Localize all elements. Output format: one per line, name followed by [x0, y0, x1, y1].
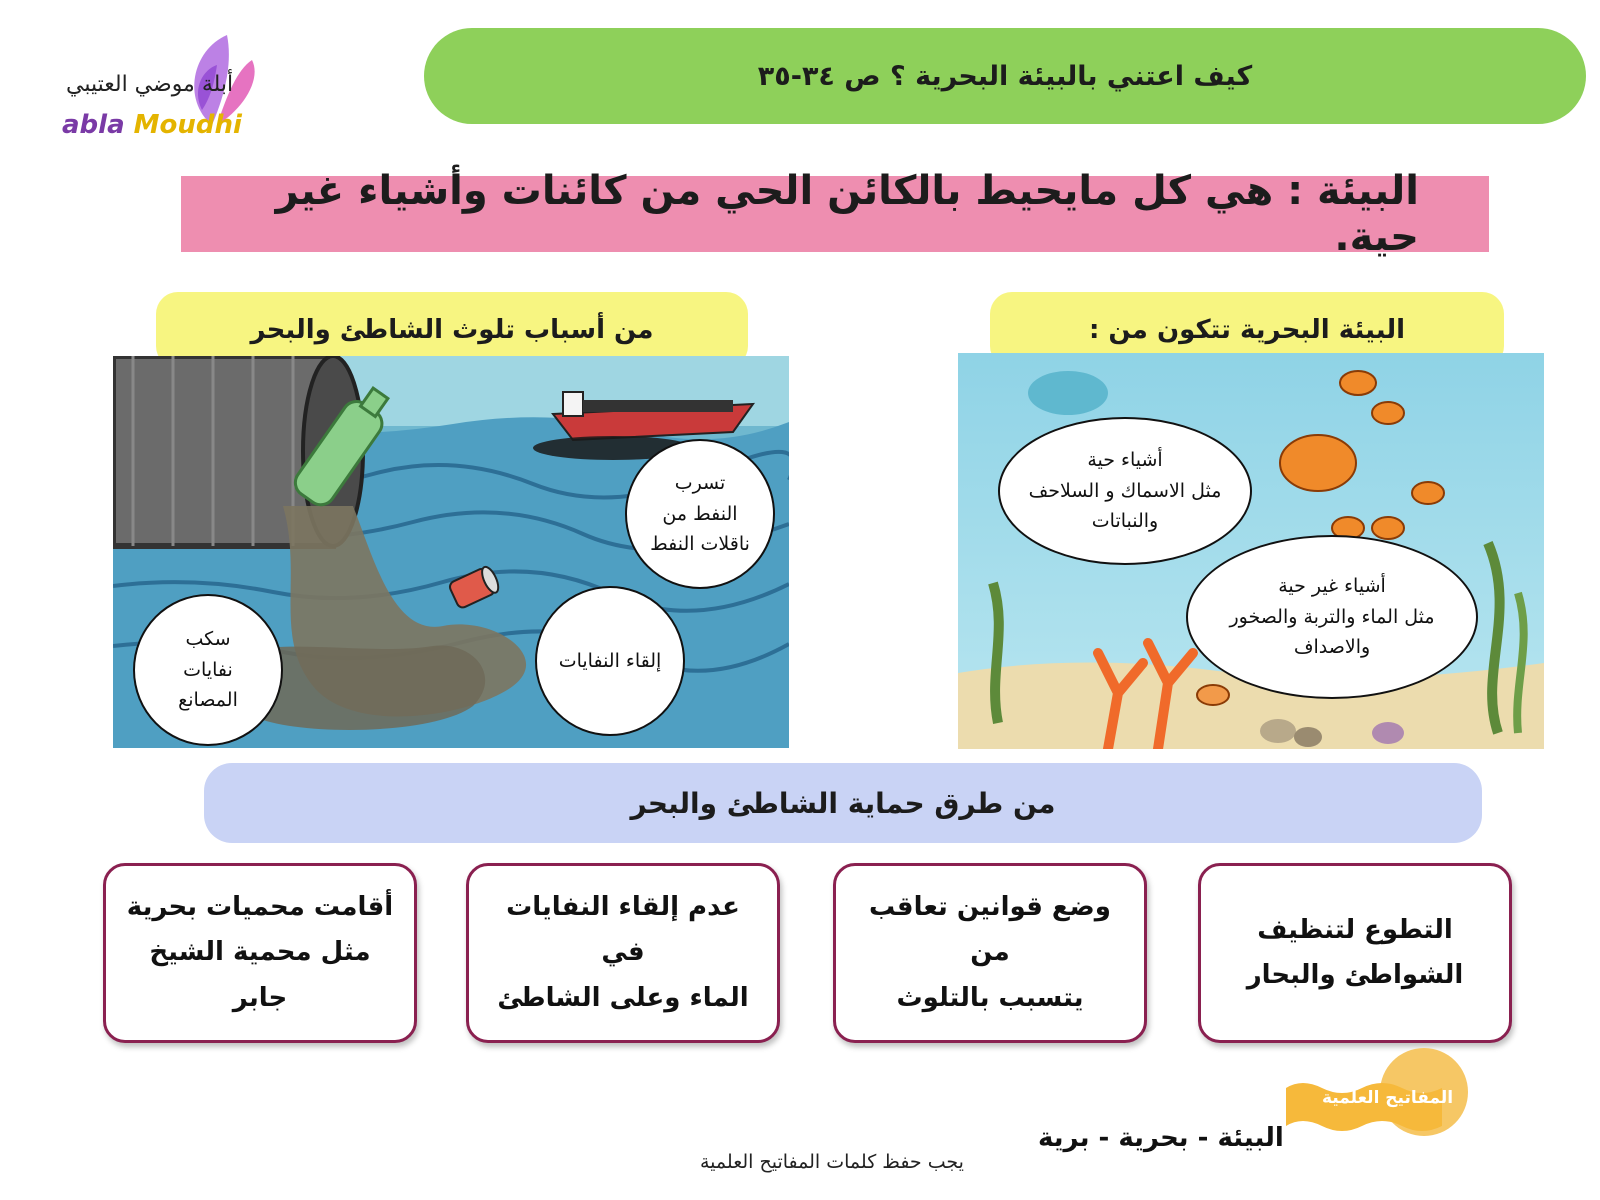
- pollution-causes-label: من أسباب تلوث الشاطئ والبحر: [156, 292, 748, 368]
- cause-factory-waste: سكب نفايات المصانع: [133, 594, 283, 746]
- marine-environment-label: البيئة البحرية تتكون من :: [990, 292, 1504, 368]
- lesson-title: كيف اعتني بالبيئة البحرية ؟ ص ٣٤-٣٥: [424, 28, 1586, 124]
- memorize-note: يجب حفظ كلمات المفاتيح العلمية: [700, 1151, 964, 1173]
- environment-definition: البيئة : هي كل مايحيط بالكائن الحي من كائنات وأشياء غير حية.: [181, 176, 1489, 252]
- protection-card-no-littering: عدم إلقاء النفايات في الماء وعلى الشاطئ: [466, 863, 780, 1043]
- pollution-illustration: [113, 356, 789, 748]
- logo: [62, 28, 262, 148]
- protection-card-volunteering: التطوع لتنظيف الشواطئ والبحار: [1198, 863, 1512, 1043]
- protection-card-laws: وضع قوانين تعاقب من يتسبب بالتلوث: [833, 863, 1147, 1043]
- nonliving-things-bubble: أشياء غير حية مثل الماء والتربة والصخور والاصداف: [1186, 535, 1478, 699]
- protection-methods-label: من طرق حماية الشاطئ والبحر: [204, 763, 1482, 843]
- marine-illustration: [958, 353, 1544, 749]
- living-things-bubble: أشياء حية مثل الاسماك و السلاحف والنباتات: [998, 417, 1252, 565]
- cause-throwing-waste: إلقاء النفايات: [535, 586, 685, 736]
- scientific-keys-badge: [1282, 1048, 1470, 1138]
- scientific-keys-badge-text: المفاتيح العلمية: [1322, 1088, 1454, 1108]
- cause-oil-spill: تسرب النفط من ناقلات النفط: [625, 439, 775, 589]
- logo-latin-text: abla Moudhi: [62, 110, 242, 140]
- scientific-keys-words: البيئة - بحرية - برية: [1038, 1123, 1284, 1153]
- protection-card-reserves: أقامت محميات بحرية مثل محمية الشيخ جابر: [103, 863, 417, 1043]
- logo-arabic-text: أبلة موضي العتيبي: [66, 72, 234, 97]
